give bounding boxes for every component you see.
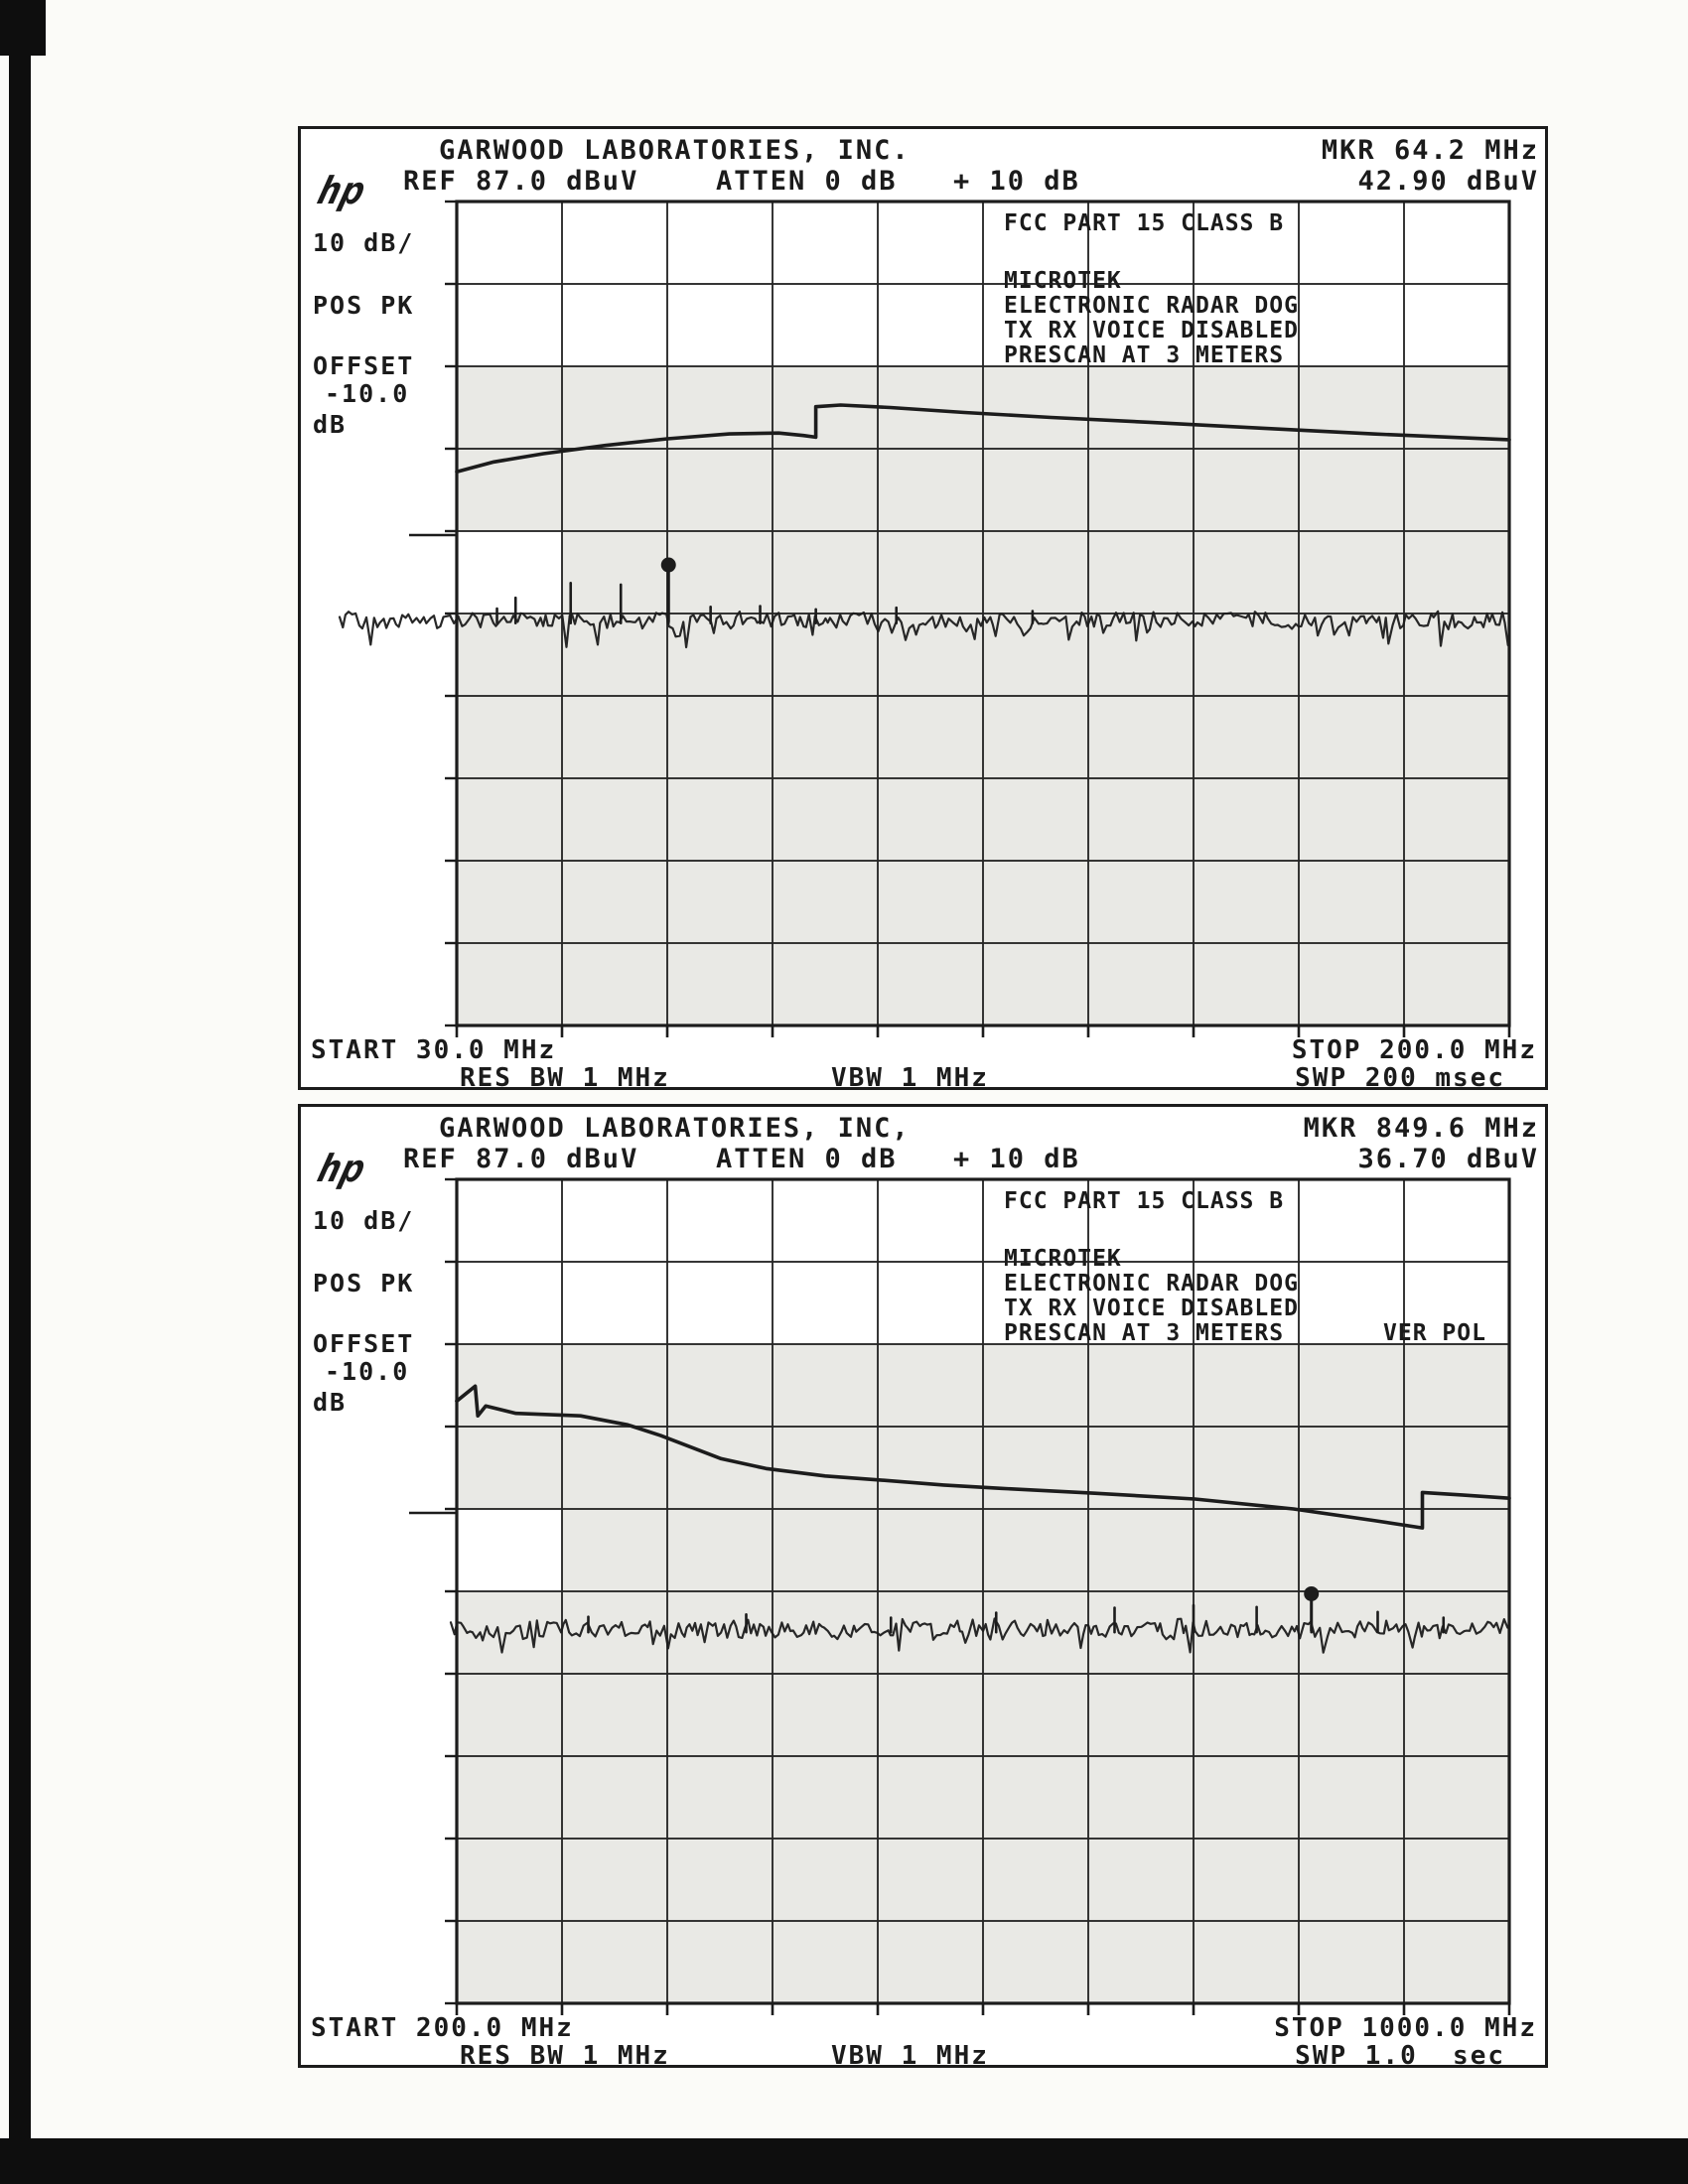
gain-label: + 10 dB xyxy=(953,1144,1080,1174)
spectrum-plot-200-1000mhz xyxy=(298,1104,1548,2071)
gain-label: + 10 dB xyxy=(953,166,1080,197)
spectrum-graticule xyxy=(301,129,1545,1087)
offset-label: OFFSET xyxy=(313,351,415,380)
ref-level-label: REF 87.0 dBuV xyxy=(403,1144,639,1174)
offset-value: -10.0 xyxy=(325,1357,410,1386)
scan-artifact-left-bar xyxy=(9,0,31,2184)
res-bw-label: RES BW 1 MHz xyxy=(460,1063,670,1093)
lab-title: GARWOOD LABORATORIES, INC. xyxy=(439,135,911,166)
annotation-eut-name: ELECTRONIC RADAR DOG xyxy=(1004,293,1299,319)
stop-freq-label: STOP 1000.0 MHz xyxy=(1274,2013,1537,2043)
marker-level-readout: 42.90 dBuV xyxy=(1357,166,1539,197)
sweep-time-label: SWP 200 msec xyxy=(1295,1063,1505,1093)
marker-freq-readout: MKR 849.6 MHz xyxy=(1303,1113,1539,1144)
offset-label: OFFSET xyxy=(313,1329,415,1358)
offset-value: -10.0 xyxy=(325,379,410,408)
annotation-scan-config: PRESCAN AT 3 METERS xyxy=(1004,342,1285,368)
scale-label: 10 dB/ xyxy=(313,228,415,257)
spectrum-plot-30-200mhz xyxy=(298,126,1548,1093)
spectrum-graticule xyxy=(301,1107,1545,2065)
detector-label: POS PK xyxy=(313,291,415,320)
annotation-scan-config: PRESCAN AT 3 METERS xyxy=(1004,1320,1285,1346)
scale-label: 10 dB/ xyxy=(313,1206,415,1235)
ref-level-label: REF 87.0 dBuV xyxy=(403,166,639,197)
annotation-eut-brand: MICROTEK xyxy=(1004,268,1122,294)
annotation-fcc-class: FCC PART 15 CLASS B xyxy=(1004,1188,1285,1214)
start-freq-label: START 30.0 MHz xyxy=(311,1035,557,1065)
lab-title: GARWOOD LABORATORIES, INC, xyxy=(439,1113,911,1144)
marker-level-readout: 36.70 dBuV xyxy=(1357,1144,1539,1174)
atten-label: ATTEN 0 dB xyxy=(716,166,898,197)
marker-freq-readout: MKR 64.2 MHz xyxy=(1321,135,1539,166)
stop-freq-label: STOP 200.0 MHz xyxy=(1291,1035,1537,1065)
scan-artifact-bottom-bar xyxy=(0,2138,1688,2184)
annotation-fcc-class: FCC PART 15 CLASS B xyxy=(1004,210,1285,236)
res-bw-label: RES BW 1 MHz xyxy=(460,2041,670,2071)
vbw-label: VBW 1 MHz xyxy=(831,1063,989,1093)
annotation-eut-name: ELECTRONIC RADAR DOG xyxy=(1004,1271,1299,1297)
vbw-label: VBW 1 MHz xyxy=(831,2041,989,2071)
annotation-eut-mode: TX RX VOICE DISABLED xyxy=(1004,318,1299,343)
offset-unit: dB xyxy=(313,410,348,439)
scan-artifact-corner xyxy=(0,0,46,56)
hp-logo: hp xyxy=(313,169,370,212)
hp-logo: hp xyxy=(313,1147,370,1190)
annotation-eut-brand: MICROTEK xyxy=(1004,1246,1122,1272)
atten-label: ATTEN 0 dB xyxy=(716,1144,898,1174)
start-freq-label: START 200.0 MHz xyxy=(311,2013,574,2043)
detector-label: POS PK xyxy=(313,1269,415,1297)
annotation-eut-mode: TX RX VOICE DISABLED xyxy=(1004,1296,1299,1321)
sweep-time-label: SWP 1.0 sec xyxy=(1295,2041,1505,2071)
offset-unit: dB xyxy=(313,1388,348,1417)
annotation-polarization: VER POL xyxy=(1383,1320,1486,1346)
